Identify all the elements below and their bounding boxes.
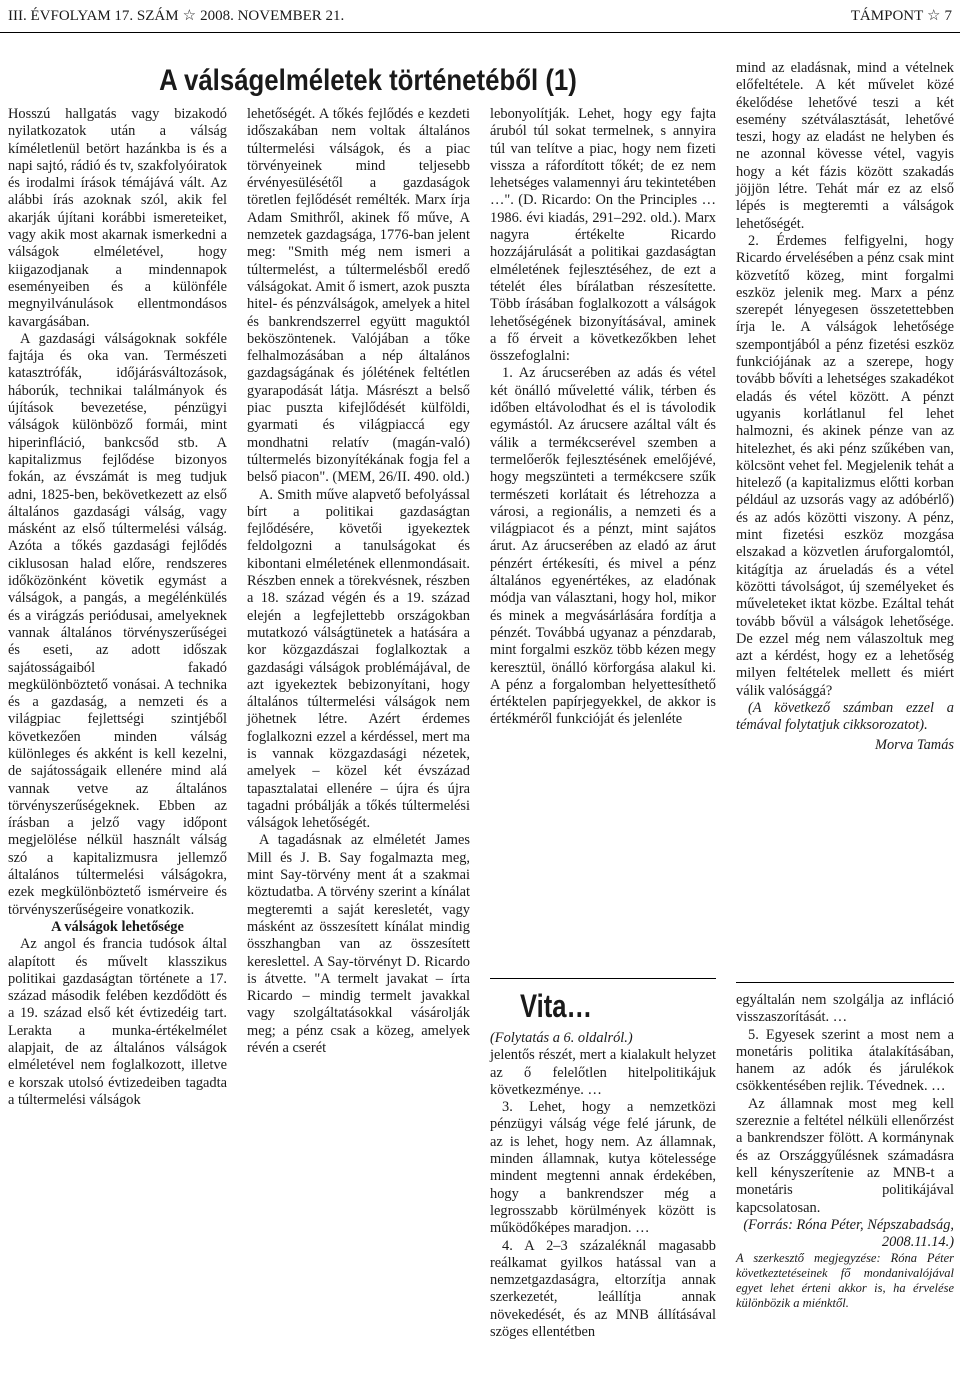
header-left	[8, 6, 344, 25]
publication-name: TÁMPONT	[850, 8, 923, 24]
article-column-1	[8, 106, 227, 1109]
continued-from: (Folytatás a 6. oldalról.)	[490, 1030, 633, 1046]
section-divider	[736, 982, 954, 983]
subheading: A válságok lehetősége	[51, 918, 184, 935]
paragraph: A. Smith műve alapvető befolyással bírt a politikai gazdaságtan fejlődésére, követői igyekeztek feldolgozni a tanulságokat és kibontani elméletének ellenmondásait. Részben ennek a törekvésnek, részben a 18. század végén és a 19. század elején a legfejlettebb országokban mutatkozó válságtünetek a hatására a kor közgazdászai foglalkoztak a gazdasági válságok problémájával, de azt igyekeztek bebizonyítani, hogy általános túltermelési válságok nem jöhetnek létre. Azért érdemes foglalkozni ezzel a kérdéssel, mert ma is vannak közgazdasági nézetek, amelyek – közel két évszázad tapasztalatai ellenére – újra és újra tagadni próbálják a tőkés túltermelési válságok lehetőségét.	[247, 486, 470, 832]
star-icon: ☆	[927, 8, 941, 24]
paragraph: 2. Érdemes felfigyelni, hogy Ricardo érvelésében a pénz csak mint közvetítő közeg, mint forgalmi eszköz jelenik meg. Marx a pénz szerepét lényegesen összetettebben írja le. A válságok lehetősége szempontjából a pénz fizetési eszköz funkciójának az a szerepe, hogy tovább bővíti a lehetséges szakadékot eladás és vétel között. A pénzt ugyanis korlátlanul fel lehet halmozni, és akinek pénze van az hitelezhet, és aki pénz szűkében van, kölcsönt vehet fel. Megjelenik tehát a hitelező (a kapitalizmus előtti korban például az uzsorás vagy az adóbérlő) és az adós közötti viszony. A pénz, mint fizetési eszköz mozgása elszakad a közvetlen áruforgalomtól, kitágítja az árueladás és a vétel közötti távolságot, új személyeket és műveleteket iktat közbe. Ezáltal tehát tovább bővül a válságok lehetősége. De ezzel még nem válaszoltuk meg azt a kérdést, hogy ez a lehetőség milyen feltételek mellett és miért válik valósággá?	[736, 232, 954, 699]
issue-date: 2008. NOVEMBER 21.	[200, 8, 345, 24]
continuation-note: (A következő számban ezzel a témával folytatjuk cikksorozatot).	[736, 699, 954, 734]
header-rule	[0, 32, 960, 33]
issue-label: III. ÉVFOLYAM 17. SZÁM	[8, 8, 179, 24]
section-divider	[490, 978, 716, 979]
paragraph: 4. A 2–3 százaléknál magasabb reálkamat gyilkos hatással van a nemzetgazdaságra, eltorzítja annak szerkezetét, leállítja annak növekedését, és az MNB állításával szöges ellentétben	[490, 1237, 716, 1341]
paragraph: Az államnak most meg kell szereznie a feltétel nélküli ellenőrzést a bankrendszer fölött. A kormánynak és az Országgyűlésnek számadásra kell kényszerítenie az MNB-t a monetáris politikájával kapcsolatosan.	[736, 1095, 954, 1216]
paragraph: 3. Lehet, hogy a nemzetközi pénzügyi válság vége felé járunk, de az is lehet, hogy nem. Az államnak, minden államnak, kutya kötelessége mindent megtenni annak érdekében, hogy a bankrendszer még a legrosszabb körülmények között is működőképes maradjon. …	[490, 1099, 716, 1237]
vita-column-1	[490, 1030, 716, 1341]
paragraph: 1. Az árucserében az adás és vétel két önálló műveletté válik, térben és időben eltávolodhat és el is távolodik egymástól. Az árucsere azáltal vált és válik a termékcserével szemben a termelőerők fejlesztésének emelőjévé, hogy megszünteti a termékcsere szűk természeti korlátait és létrehozza a városi, a regionális, a nemzeti és a világpiacot és a pénzt, mint sajátos árut. Az árucserében az eladó az árut pénzért értékesíti, és mivel a pénz általános egyenértékes, az eladónak módja van választani, hogy hol, mikor és minek a megvásárlására fordítja a pénzét. Továbbá ugyanaz a pénzdarab, mint forgalmi eszköz több kézen megy keresztül, önálló körforgása alakul ki. A pénz a forgalomban helyettesíthető értéktelen papírjegyekkel, de akkor is értékméről funkcióját és jelenléte	[490, 365, 716, 728]
vita-column-2	[736, 992, 954, 1311]
header-right	[851, 6, 952, 25]
author-signature: Morva Tamás	[874, 736, 954, 753]
paragraph: jelentős részét, mert a kialakult helyzet az ő felelőtlen hitelpolitikájuk következménye. …	[490, 1047, 716, 1098]
article-column-3	[490, 106, 716, 729]
paragraph: A tagadásnak az elméletét James Mill és J. B. Say fogalmazta meg, mint Say-törvény ment át a szakmai köztudatba. A törvény szerint a kínálat megteremti a saját keresletét, vagy másként az összesített kínálat mindig összhangban van az összesített kereslettel. A Say-törvényt D. Ricardo is átvette. "A termelt javakat – írta Ricardo – mindig termelt javakkal vagy szolgáltatásokkal vásárolják meg; a pénz csak a közeg, amelyek révén a cserét	[247, 832, 470, 1057]
page-header	[0, 0, 960, 34]
paragraph: Az angol és francia tudósok által alapított és művelt klasszikus politikai gazdaságtan története a 17. század második felében kezdődött és a 19. század első két évtizedéig tart. Lerakta a munka-értékelmélet alapjait, de az általános válságok elméletével nem foglalkozott, illetve e korszak utolsó évtizedeiben tagadta a túltermelési válságok	[8, 936, 227, 1108]
paragraph: egyáltalán nem szolgálja az infláció visszaszorítását. …	[736, 992, 954, 1026]
paragraph: A gazdasági válságoknak sokféle fajtája és oka van. Természeti katasztrófák, időjárásváltozások, háborúk, technikai találmányok és újítások bevezetése, pénzügyi válságok különböző formái, mint hiperinfláció, bankcsőd stb. A kapitalizmus fejlődése bizonyos fokán, az évszámát is meg tudjuk adni, 1825-ben, bekövetkezett az első általános gazdasági válság, vagy másként az első túltermelési válság. Azóta a tőkés gazdasági fejlődés ciklusosan halad előre, rendszeres időközönként követik egymást a válságok, a pangás, a megélénkülés és a virágzás periódusai, amelyeknek vannak általános törvényszerűségei és eseti, az adott időszak sajátosságaiból fakadó megkülönböztető vonásai. A technika és a gazdaság, a nemzeti és a világpiac fejlettségi szintjéből következően minden válság különleges és akként is kell kezelni, de sajátosságaik ellenére mind alá vannak vetve az általános törvényszerűségeknek. Ebben az írásban a jelző vagy időpont megjelölése nélkül használt válság szó a kapitalizmusra jellemző általános túltermelési válságokra, ezek megkülönböztető ismérveire és törvényszerűségeire vonatkozik.	[8, 330, 227, 918]
editor-note: A szerkesztő megjegyzése: Róna Péter következtetéseinek fő mondanivalójával egyet lehet érteni akkor is, ha érvelése különbözik a miénktől.	[736, 1251, 954, 1311]
paragraph: lehetőségét. A tőkés fejlődés e kezdeti időszakában nem voltak általános túltermelési válságok, és a piac törvényeinek mind teljesebb érvényesülésétől a gazdaságok töretlen fejlődését remélték. Marx írja Adam Smithről, akinek fő műve, A nemzetek gazdagsága, 1776-ban jelent meg: "Smith még nem ismeri a túltermelést, a túltermelésből eredő válságokat. Amit ő ismert, azok puszta hitel- és pénzválságok, amelyek a hitel és bankrendszerrel együtt maguktól beköszöntenek. Valójában a tőke felhalmozásában a nép általános gazdagságának és jólétének feltétlen gyarapodását látja. Másrészt a belső piac puszta kifejlődését külföldi, gyarmati és világpiaccá egy mondhatni relatív (magán-való) túltermelés bizonyítékának fogja fel a belső piacon". (MEM, 26/II. 490. old.)	[247, 106, 470, 486]
article-column-4	[736, 60, 954, 754]
source-citation: (Forrás: Róna Péter, Népszabadság, 2008.11.14.)	[743, 1216, 954, 1251]
paragraph: lebonyolítják. Lehet, hogy egy fajta áruból túl sokat termelnek, s annyira túl van telítve a piac, hogy nem fizeti vissza a ráfordított tőkét; de ez nem lehetséges valamennyi áru tekintetében …". (D. Ricardo: On the Principles … 1986. évi kiadás, 291–292. old.). Marx nagyra értékelte Ricardo hozzájárulását a politikai gazdaságtan elméletének fejlesztéséhez, de ezt a tételét éles bírálatban részesítette. Több írásában foglalkozott a válságok lehetőségének bizonyításával, aminek a fő érveit a következőkben lehet összefoglalni:	[490, 106, 716, 365]
paragraph: Hosszú hallgatás vagy bizakodó nyilatkozatok után a válság kíméletlenül betört hazánkba is és a napi sajtó, rádió és tv, szakfolyóiratok és irodalmi írások témájává vált. Az alábbi írás azoknak szól, akik fel akarják újítani korábbi ismereteiket, vagy akik most akarnak ismerkedni a válságok elméletével, hogy kiigazodjanak a mindennapok eseményeiben és a különféle megnyilvánulások ellentmondásos kavargásában.	[8, 106, 227, 330]
paragraph: 5. Egyesek szerint a most nem a monetáris politika átalakításában, hanem az adók és járulékok csökkentésében rejlik. Tévednek. …	[736, 1026, 954, 1095]
star-icon: ☆	[182, 8, 197, 24]
article-column-2	[247, 106, 470, 1057]
page-number: 7	[944, 8, 952, 24]
vita-title: Vita…	[520, 988, 593, 1024]
article-title: A válságelméletek történetéből (1)	[159, 64, 577, 97]
paragraph: mind az eladásnak, mind a vételnek előfeltétele. A két művelet közé ékelődése lehetővé teszi a két esemény szétválasztását, lehetővé teszi, hogy az eladást ne helyben és ne azonnal kövesse vétel, vagyis hogy a két fázis között szakadás jöjjön létre. Tehát már ez az első lépés is megteremti a válságok lehetőségét.	[736, 60, 954, 232]
